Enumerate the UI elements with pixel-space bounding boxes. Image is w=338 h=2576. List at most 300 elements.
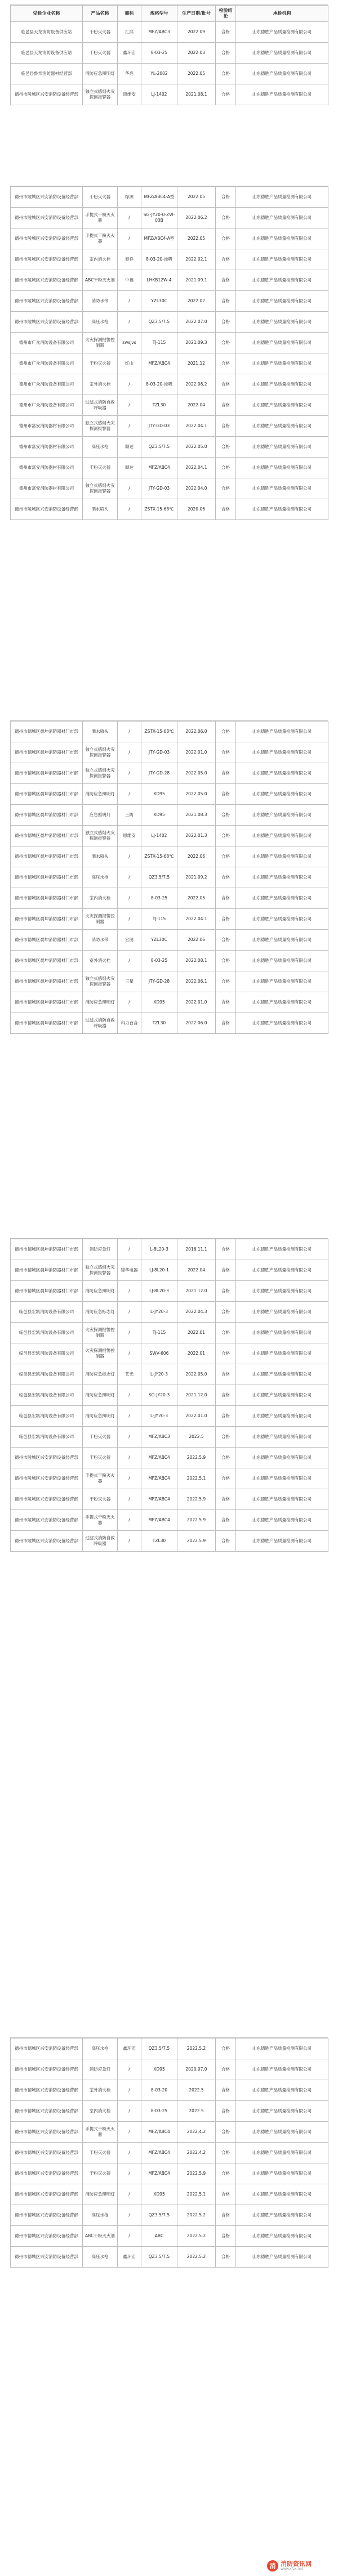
table-cell: ZSTX-15-68℃ [141, 499, 177, 520]
table-cell: 德州市德城区兴安消防设备经营部 [11, 2163, 83, 2184]
table-cell: 山东德胜产品质量检测有限公司 [236, 84, 328, 105]
table-cell: 山东德胜产品质量检测有限公司 [236, 249, 328, 270]
table-cell: / [118, 478, 141, 499]
table-cell: 2022.06.0 [177, 722, 216, 742]
table-cell: 合格 [216, 951, 236, 971]
table-cell: 消防水带 [83, 930, 118, 951]
table-cell: TJ-115 [141, 1323, 177, 1343]
results-table [10, 721, 328, 1034]
table-cell: 德州市陵城区兴安消防设备经营部 [11, 1489, 83, 1510]
results-table [10, 5, 328, 105]
column-header: 规格型号 [141, 6, 177, 22]
table-cell: 消防应急标志灯 [83, 1302, 118, 1323]
table-cell: 山东德胜产品质量检测有限公司 [236, 1531, 328, 1552]
table-cell: / [118, 2080, 141, 2101]
site-watermark [267, 2559, 333, 2573]
table-cell: 山东德胜产品质量检测有限公司 [236, 478, 328, 499]
table-cell: 山东德胜产品质量检测有限公司 [236, 909, 328, 930]
table-cell: 合格 [216, 992, 236, 1013]
table-cell: 消防应急照明灯 [83, 1385, 118, 1406]
table-cell: 德州市富安消防器材有限公司 [11, 437, 83, 458]
table-cell: 山东德胜产品质量检测有限公司 [236, 2205, 328, 2226]
table-cell: 山东德胜产品质量检测有限公司 [236, 374, 328, 395]
table-cell: 德州市德城区晨坤消防器材门市部 [11, 1239, 83, 1260]
table-cell: 合格 [216, 826, 236, 846]
table-page-4 [10, 1238, 328, 1552]
table-page-1 [10, 5, 328, 105]
table-cell: 临邑县宏凯消防设备有限公司 [11, 1427, 83, 1448]
table-cell: 消防应急照明灯 [83, 64, 118, 84]
table-cell: L-JY20-3 [141, 1364, 177, 1385]
table-row [11, 2205, 328, 2226]
table-cell: 德州市陵城区兴安消防设备经营部 [11, 312, 83, 333]
table-cell: 消防应急照明灯 [83, 2184, 118, 2205]
table-cell: QZ3.5/7.5 [141, 2247, 177, 2268]
table-cell: 华亮 [118, 64, 141, 84]
table-cell: 合格 [216, 208, 236, 229]
table-cell: 室外消火栓 [83, 951, 118, 971]
table-cell: 合格 [216, 437, 236, 458]
table-cell: XD95 [141, 784, 177, 805]
table-cell: 山东德胜产品质量检测有限公司 [236, 2226, 328, 2247]
table-cell: / [118, 846, 141, 867]
table-cell: 德州市广众消防设备有限公司 [11, 374, 83, 395]
table-cell: 德州市德城区兴安消防设备经营部 [11, 2101, 83, 2122]
table-cell: 合格 [216, 64, 236, 84]
table-cell: 德州市德城区兴安消防设备经营部 [11, 2205, 83, 2226]
table-cell: 独立式感烟火灾探测报警器 [83, 763, 118, 784]
table-cell: SG-JY20-0-ZW-03B [141, 208, 177, 229]
table-cell: 室外消火栓 [83, 2080, 118, 2101]
table-row [11, 784, 328, 805]
table-cell: QZ3.5/7.5 [141, 2039, 177, 2059]
table-cell: 2022.5.9 [177, 2163, 216, 2184]
table-cell: / [118, 499, 141, 520]
table-cell: 高压水枪 [83, 2039, 118, 2059]
table-cell: 山东德胜产品质量检测有限公司 [236, 2122, 328, 2143]
table-cell: 德州市陵城区兴安消防设备经营部 [11, 229, 83, 249]
column-header: 商标 [118, 6, 141, 22]
column-header: 受检企业名称 [11, 6, 83, 22]
table-row [11, 2101, 328, 2122]
table-row [11, 1364, 328, 1385]
table-cell: 8-03-25 [141, 951, 177, 971]
table-cell: 2022.05 [177, 187, 216, 208]
table-cell: 德州市德城区晨坤消防器材门市部 [11, 784, 83, 805]
table-cell: 干粉灭火器 [83, 187, 118, 208]
table-cell: 德州市德城区晨坤消防器材门市部 [11, 742, 83, 763]
table-cell: 德州市德城区晨坤消防器材门市部 [11, 909, 83, 930]
table-cell: 过滤式消防自救呼吸器 [83, 395, 118, 416]
table-cell: JTY-GD-28 [141, 763, 177, 784]
table-cell: 德州市陵城区兴安消防设备经营部 [11, 84, 83, 105]
table-cell: 2022.05.0 [177, 763, 216, 784]
table-row [11, 846, 328, 867]
table-cell: 2022.01 [177, 1323, 216, 1343]
table-cell: 山东德胜产品质量检测有限公司 [236, 333, 328, 353]
table-cell: 合格 [216, 2163, 236, 2184]
table-cell: 山东德胜产品质量检测有限公司 [236, 208, 328, 229]
table-cell: / [118, 229, 141, 249]
table-row [11, 2059, 328, 2080]
table-cell: SWV-606 [141, 1343, 177, 1364]
table-cell: 三星 [118, 971, 141, 992]
table-cell: 德州市德城区兴安消防设备经营部 [11, 2059, 83, 2080]
table-row [11, 416, 328, 437]
table-cell: 合格 [216, 909, 236, 930]
table-cell: JTY-GD-03 [141, 742, 177, 763]
table-cell: 山东德胜产品质量检测有限公司 [236, 499, 328, 520]
table-cell: 山东德胜产品质量检测有限公司 [236, 1343, 328, 1364]
table-cell: 洒水喷头 [83, 846, 118, 867]
table-cell: MFZ/ABC4-A型 [141, 229, 177, 249]
table-cell: ABC干粉灭火剂 [83, 2226, 118, 2247]
table-cell: 手提式干粉灭火器 [83, 1510, 118, 1531]
table-cell: 2022.07.0 [177, 312, 216, 333]
table-cell: QZ3.5/7.5 [141, 2205, 177, 2226]
table-cell: 2022.5.1 [177, 2184, 216, 2205]
table-cell: 红山 [118, 353, 141, 374]
table-cell: QZ3.5/7.5 [141, 312, 177, 333]
table-cell: 德州市陵城区兴安消防设备经营部 [11, 1510, 83, 1531]
column-header: 检验结论 [216, 6, 236, 22]
table-cell: 德州市广众消防设备有限公司 [11, 333, 83, 353]
table-cell: swsjvs [118, 333, 141, 353]
table-row [11, 930, 328, 951]
table-cell: 山东德胜产品质量检测有限公司 [236, 2101, 328, 2122]
table-cell: / [118, 1281, 141, 1302]
table-cell: 干粉灭火器 [83, 2163, 118, 2184]
table-cell: 2016.11.1 [177, 1239, 216, 1260]
table-cell: 洒水喷头 [83, 499, 118, 520]
table-cell: 中福 [118, 270, 141, 291]
column-header: 产品名称 [83, 6, 118, 22]
table-cell: 合格 [216, 2059, 236, 2080]
table-cell: 手提式干粉灭火器 [83, 208, 118, 229]
table-cell: 恩维安 [118, 826, 141, 846]
table-cell: / [118, 2184, 141, 2205]
table-row [11, 1281, 328, 1302]
table-cell: / [118, 1531, 141, 1552]
table-page-2 [10, 186, 328, 520]
table-cell: 8-03-20-渗吸 [141, 249, 177, 270]
table-cell: QZ3.5/7.5 [141, 867, 177, 888]
table-row [11, 1406, 328, 1427]
table-cell: 合格 [216, 312, 236, 333]
table-cell: 合格 [216, 291, 236, 312]
table-cell: 德州市德城区晨坤消防器材门市部 [11, 951, 83, 971]
table-cell: 山东德胜产品质量检测有限公司 [236, 2039, 328, 2059]
table-row [11, 2039, 328, 2059]
table-cell: 2022.5.2 [177, 2205, 216, 2226]
table-cell: 消防应急灯 [83, 1239, 118, 1260]
table-cell: 山东德胜产品质量检测有限公司 [236, 1385, 328, 1406]
table-cell: 合格 [216, 2205, 236, 2226]
table-cell: 2022.04 [177, 395, 216, 416]
table-cell: 德州市德城区兴安消防设备经营部 [11, 2226, 83, 2247]
table-cell: 德州市富安消防器材有限公司 [11, 478, 83, 499]
table-cell: LHKB12W-4 [141, 270, 177, 291]
table-cell: 德州市德城区晨坤消防器材门市部 [11, 1013, 83, 1034]
table-cell: / [118, 722, 141, 742]
table-cell: MFZ/ABC4 [141, 2143, 177, 2163]
table-cell: 消防应急照明灯 [83, 784, 118, 805]
table-row [11, 499, 328, 520]
table-cell: 临邑县宏凯消防设备有限公司 [11, 1343, 83, 1364]
table-cell: 德州市陵城区兴安消防设备经营部 [11, 208, 83, 229]
table-cell: 德州市德城区兴安消防设备经营部 [11, 2247, 83, 2268]
table-cell: 独立式感烟火灾探测报警器 [83, 84, 118, 105]
table-cell: / [118, 2163, 141, 2184]
table-row [11, 437, 328, 458]
table-cell: 消防水带 [83, 291, 118, 312]
table-cell: 三防 [118, 805, 141, 826]
table-cell: 2022.5.1 [177, 1468, 216, 1489]
table-row [11, 2163, 328, 2184]
table-cell: 8-03-20-渗吸 [141, 374, 177, 395]
table-cell: XD95 [141, 805, 177, 826]
table-cell: 8-03-25 [141, 43, 177, 64]
table-cell: 2022.01.0 [177, 1406, 216, 1427]
table-cell: 合格 [216, 1239, 236, 1260]
table-cell: 2022.03 [177, 43, 216, 64]
table-cell: 消防应急标志灯 [83, 1364, 118, 1385]
table-cell: 合格 [216, 1323, 236, 1343]
table-cell: L-JY20-3 [141, 1302, 177, 1323]
table-cell: XD95 [141, 2059, 177, 2080]
table-cell: 德州市德城区晨坤消防器材门市部 [11, 722, 83, 742]
table-cell: 2022.05.0 [177, 784, 216, 805]
table-cell: 高压水枪 [83, 867, 118, 888]
table-cell: 2022.5.9 [177, 1448, 216, 1468]
table-cell: 山东德胜产品质量检测有限公司 [236, 867, 328, 888]
table-cell: 山东德胜产品质量检测有限公司 [236, 742, 328, 763]
table-cell: / [118, 867, 141, 888]
table-row [11, 1013, 328, 1034]
table-cell: 德州市德城区晨坤消防器材门市部 [11, 846, 83, 867]
table-cell: / [118, 2122, 141, 2143]
table-cell: / [118, 1510, 141, 1531]
table-cell: 2022.4.2 [177, 2122, 216, 2143]
table-cell: 临邑县宏凯消防设备有限公司 [11, 1364, 83, 1385]
table-cell: 德州市德城区兴安消防设备经营部 [11, 2080, 83, 2101]
column-header: 生产日期/批号 [177, 6, 216, 22]
table-cell: MFZ/ABC4 [141, 353, 177, 374]
table-cell: 独立式感烟火灾探测报警器 [83, 1260, 118, 1281]
table-cell: YZL30C [141, 930, 177, 951]
table-cell: 山东德胜产品质量检测有限公司 [236, 1302, 328, 1323]
table-cell: 火灾探测报警控制器 [83, 333, 118, 353]
table-cell: 山东德胜产品质量检测有限公司 [236, 2059, 328, 2080]
table-cell: 德州市德城区兴安消防设备经营部 [11, 2184, 83, 2205]
table-cell: 火灾探测报警控制器 [83, 1323, 118, 1343]
table-cell: 锦华电器 [118, 1260, 141, 1281]
table-cell: / [118, 208, 141, 229]
column-header: 承检机构 [236, 6, 328, 22]
table-cell: 独立式感烟火灾探测报警器 [83, 742, 118, 763]
table-cell: 德州市德城区晨坤消防器材门市部 [11, 805, 83, 826]
table-cell: 过滤式消防自救呼吸器 [83, 1013, 118, 1034]
table-row [11, 763, 328, 784]
table-cell: 合格 [216, 84, 236, 105]
table-cell: 德州市德城区兴安消防设备经营部 [11, 2039, 83, 2059]
table-cell: MFZ/ABC4 [141, 1489, 177, 1510]
table-cell: / [118, 2059, 141, 2080]
table-row [11, 1302, 328, 1323]
table-cell: 2022.5 [177, 1427, 216, 1448]
table-cell: 2022.5 [177, 2080, 216, 2101]
table-cell: 德州市德城区晨坤消防器材门市部 [11, 826, 83, 846]
table-cell: / [118, 374, 141, 395]
table-cell: 合格 [216, 2080, 236, 2101]
table-row [11, 1531, 328, 1552]
table-cell: 合格 [216, 1302, 236, 1323]
table-cell: ABC干粉灭火剂 [83, 270, 118, 291]
table-cell: 2022.5.2 [177, 2039, 216, 2059]
table-cell: 2022.08.1 [177, 951, 216, 971]
table-cell: 合格 [216, 478, 236, 499]
table-cell: 合格 [216, 1406, 236, 1427]
table-cell: 泰祥 [118, 249, 141, 270]
table-cell: 2022.01.0 [177, 742, 216, 763]
table-cell: 干粉灭火器 [83, 458, 118, 478]
table-cell: 山东德胜产品质量检测有限公司 [236, 2184, 328, 2205]
table-cell: 山东德胜产品质量检测有限公司 [236, 437, 328, 458]
table-cell: 鑫环宏 [118, 2039, 141, 2059]
table-row [11, 971, 328, 992]
table-cell: JTY-GD-03 [141, 478, 177, 499]
table-cell: 应急照明灯 [83, 805, 118, 826]
table-row [11, 1385, 328, 1406]
table-cell: / [118, 1302, 141, 1323]
table-cell: / [118, 395, 141, 416]
table-cell: / [118, 1489, 141, 1510]
table-cell: 德州市德城区晨坤消防器材门市部 [11, 763, 83, 784]
table-cell: 高压水枪 [83, 2247, 118, 2268]
table-cell: YZL30C [141, 291, 177, 312]
table-cell: 2022.04.1 [177, 909, 216, 930]
table-cell: 合格 [216, 1448, 236, 1468]
table-cell: 德州市德城区晨坤消防器材门市部 [11, 930, 83, 951]
results-table [10, 186, 328, 520]
table-row [11, 2143, 328, 2163]
table-cell: 山东德胜产品质量检测有限公司 [236, 1427, 328, 1448]
table-cell: 2022.01 [177, 1343, 216, 1364]
table-cell: TJ-115 [141, 333, 177, 353]
table-cell: 洒水喷头 [83, 722, 118, 742]
table-cell: 山东德胜产品质量检测有限公司 [236, 846, 328, 867]
table-cell: 山东德胜产品质量检测有限公司 [236, 1406, 328, 1427]
table-cell: 合格 [216, 1385, 236, 1406]
table-cell: 山东德胜产品质量检测有限公司 [236, 1260, 328, 1281]
table-cell: 山东德胜产品质量检测有限公司 [236, 1510, 328, 1531]
table-row [11, 2226, 328, 2247]
table-cell: 2022.05 [177, 888, 216, 909]
table-cell: 干粉灭火器 [83, 1489, 118, 1510]
table-cell: 山东德胜产品质量检测有限公司 [236, 291, 328, 312]
table-cell: 2022.04.1 [177, 416, 216, 437]
table-row [11, 270, 328, 291]
table-cell: 合格 [216, 1281, 236, 1302]
table-cell: 德州市德城区晨坤消防器材门市部 [11, 1281, 83, 1302]
table-cell: 2022.5 [177, 2101, 216, 2122]
table-cell: 临邑县天龙消防设备供应站 [11, 43, 83, 64]
table-cell: 德州市德城区晨坤消防器材门市部 [11, 992, 83, 1013]
table-cell: 合格 [216, 2039, 236, 2059]
table-cell: 山东德胜产品质量检测有限公司 [236, 2080, 328, 2101]
table-cell: 鑫环宏 [118, 43, 141, 64]
table-row [11, 742, 328, 763]
table-cell: LJ-1402 [141, 84, 177, 105]
table-cell: 合格 [216, 742, 236, 763]
table-cell: 山东德胜产品质量检测有限公司 [236, 64, 328, 84]
table-cell: 8-03-25 [141, 2101, 177, 2122]
table-cell: 2022.04.1 [177, 458, 216, 478]
table-cell: 宏图 [118, 930, 141, 951]
table-cell: 合格 [216, 930, 236, 951]
table-cell: 合格 [216, 1260, 236, 1281]
table-cell: 合格 [216, 458, 236, 478]
table-cell: 合格 [216, 2122, 236, 2143]
table-cell: 山东德胜产品质量检测有限公司 [236, 1364, 328, 1385]
table-cell: 德州市陵城区兴安消防设备经营部 [11, 291, 83, 312]
table-cell: 过滤式消防自救呼吸器 [83, 1531, 118, 1552]
table-cell: 2022.05.0 [177, 1364, 216, 1385]
table-cell: 合格 [216, 1510, 236, 1531]
table-cell: / [118, 2143, 141, 2163]
table-cell: 2022.5.9 [177, 1510, 216, 1531]
table-cell: 干粉灭火器 [83, 1427, 118, 1448]
table-row [11, 1468, 328, 1489]
table-cell: 2022.09 [177, 22, 216, 43]
table-cell: / [118, 763, 141, 784]
table-cell: 顺达 [118, 458, 141, 478]
table-cell: / [118, 2205, 141, 2226]
table-cell: 消防应急照明灯 [83, 992, 118, 1013]
table-cell: 德州市广众消防设备有限公司 [11, 353, 83, 374]
table-cell: XD95 [141, 2184, 177, 2205]
table-cell: 德州市德城区晨坤消防器材门市部 [11, 1260, 83, 1281]
table-cell: 合格 [216, 187, 236, 208]
table-cell: 2022.5.9 [177, 1489, 216, 1510]
table-cell: 合格 [216, 971, 236, 992]
table-cell: 合格 [216, 353, 236, 374]
table-cell: 手提式干粉灭火器 [83, 229, 118, 249]
table-cell: / [118, 992, 141, 1013]
table-cell: 高压水枪 [83, 437, 118, 458]
table-cell: 临邑县鲁邦消防器材经营部 [11, 64, 83, 84]
table-cell: 2021.12.0 [177, 1385, 216, 1406]
table-cell: / [118, 742, 141, 763]
table-row [11, 312, 328, 333]
table-cell: 干粉灭火器 [83, 22, 118, 43]
table-cell: 山东德胜产品质量检测有限公司 [236, 395, 328, 416]
table-cell: 德州市富安消防器材有限公司 [11, 458, 83, 478]
table-cell: 山东德胜产品质量检测有限公司 [236, 971, 328, 992]
table-cell: MFZ/ABC3 [141, 22, 177, 43]
table-cell: 2020.06 [177, 499, 216, 520]
table-row [11, 43, 328, 64]
table-cell: 山东德胜产品质量检测有限公司 [236, 22, 328, 43]
table-cell: 合格 [216, 867, 236, 888]
table-cell: MFZ/ABC4 [141, 2163, 177, 2184]
table-cell: 干粉灭火器 [83, 2143, 118, 2163]
table-cell: 高压水枪 [83, 312, 118, 333]
table-cell: 2021.12 [177, 353, 216, 374]
table-cell: 消防应急照明灯 [83, 1281, 118, 1302]
table-cell: 德州市陵城区兴安消防设备经营部 [11, 499, 83, 520]
table-row [11, 909, 328, 930]
